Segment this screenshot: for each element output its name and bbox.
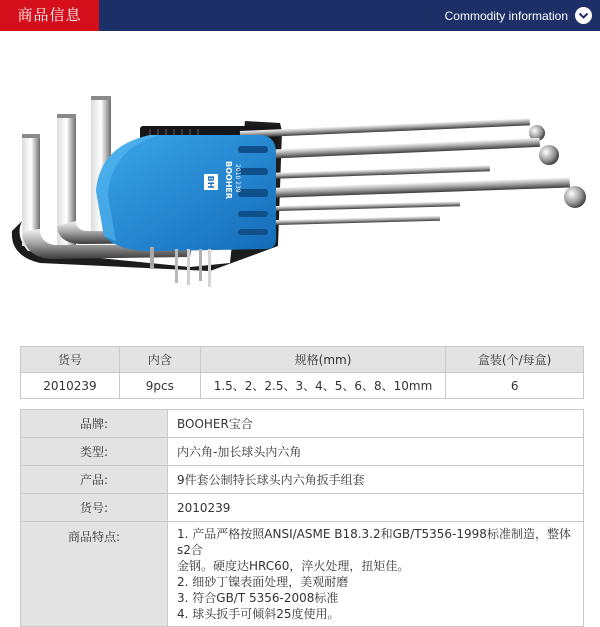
spec-cell: 9pcs [119, 373, 200, 399]
feature-line: 3. 符合GB/T 5356-2008标准 [177, 591, 339, 605]
spec-cell: 6 [446, 373, 584, 399]
spec-data-row [21, 373, 584, 399]
chevron-down-circle-icon [575, 7, 592, 24]
detail-row-brand [21, 410, 584, 438]
detail-value: BOOHER宝合 [168, 410, 584, 438]
detail-label: 货号: [21, 494, 168, 522]
spec-header-cell: 内含 [119, 347, 200, 373]
spec-header-row [21, 347, 584, 373]
detail-value: 9件套公制特长球头内六角扳手组套 [168, 466, 584, 494]
feature-line: 1. 产品严格按照ANSI/ASME B18.3.2和GB/T5356-1998标准制造，整体s2合 [177, 527, 571, 557]
model-mark: 2010 239 [234, 164, 241, 193]
svg-text:BH: BH [206, 175, 215, 189]
detail-row-item-no [21, 494, 584, 522]
detail-label: 产品: [21, 466, 168, 494]
header-bar [0, 0, 600, 31]
detail-row-type [21, 438, 584, 466]
header-tab-title: 商品信息 [0, 0, 99, 31]
feature-line: 4. 球头扳手可倾斜25度使用。 [177, 607, 340, 621]
spec-header-cell: 规格(mm) [200, 347, 446, 373]
spec-cell: 1.5、2、2.5、3、4、5、6、8、10mm [200, 373, 446, 399]
detail-table [20, 409, 584, 627]
spec-header-cell: 货号 [21, 347, 120, 373]
detail-label: 品牌: [21, 410, 168, 438]
detail-label: 类型: [21, 438, 168, 466]
spec-cell: 2010239 [21, 373, 120, 399]
detail-row-features [21, 522, 584, 627]
detail-value: 内六角-加长球头内六角 [168, 438, 584, 466]
spec-header-cell: 盒装(个/每盒) [446, 347, 584, 373]
feature-line: 2. 细砂丁镍表面处理，美观耐磨 [177, 575, 349, 589]
spec-table [20, 346, 584, 399]
features-list [168, 522, 584, 627]
detail-value: 2010239 [168, 494, 584, 522]
brand-mark: BOOHER [224, 161, 233, 200]
detail-label: 商品特点: [21, 522, 168, 627]
header-right [445, 0, 592, 31]
feature-line: 金钢。硬度达HRC60，淬火处理，扭矩佳。 [177, 559, 410, 573]
product-image [0, 31, 600, 331]
header-english-label: Commodity information [444, 8, 568, 23]
detail-row-product [21, 466, 584, 494]
